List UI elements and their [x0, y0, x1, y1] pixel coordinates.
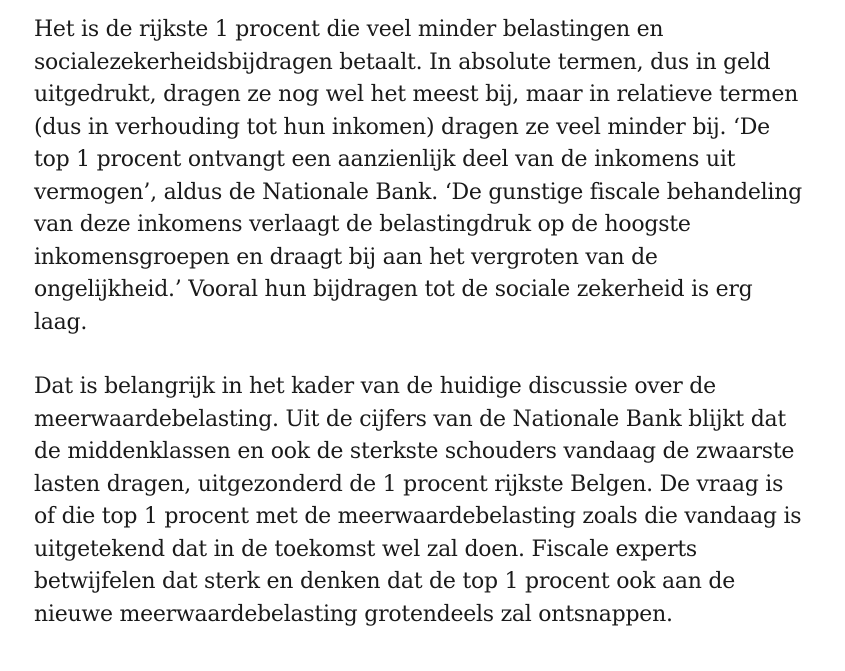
- article-body: [34, 14, 834, 631]
- article-paragraph: Het is de rijkste 1 procent die veel minder belastingen en socialezekerheidsbijdragen betaalt. In absolute termen, dus in geld uitgedrukt, dragen ze nog wel het meest bij, maar in relatieve termen (dus in verhouding tot hun inkomen) dragen ze veel minder bij. ‘De top 1 procent ontvangt een aanzienlijk deel van de inkomens uit vermogen’, aldus de Nationale Bank. ‘De gunstige fiscale behandeling van deze inkomens verlaagt de belastingdruk op de hoogste inkomensgroepen en draagt bij aan het vergroten van de ongelijkheid.’ Vooral hun bijdragen tot de sociale zekerheid is erg laag.: [34, 17, 802, 335]
- article-paragraph: Dat is belangrijk in het kader van de huidige discussie over de meerwaardebelasting. Uit de cijfers van de Nationale Bank blijkt dat de middenklassen en ook de sterkste schouders vandaag de zwaarste lasten dragen, uitgezonderd de 1 procent rijkste Belgen. De vraag is of die top 1 procent met de meerwaardebelasting zoals die vandaag is uitgetekend dat in de toekomst wel zal doen. Fiscale experts betwijfelen dat sterk en denken dat de top 1 procent ook aan de nieuwe meerwaardebelasting grotendeels zal ontsnappen.: [34, 374, 802, 627]
